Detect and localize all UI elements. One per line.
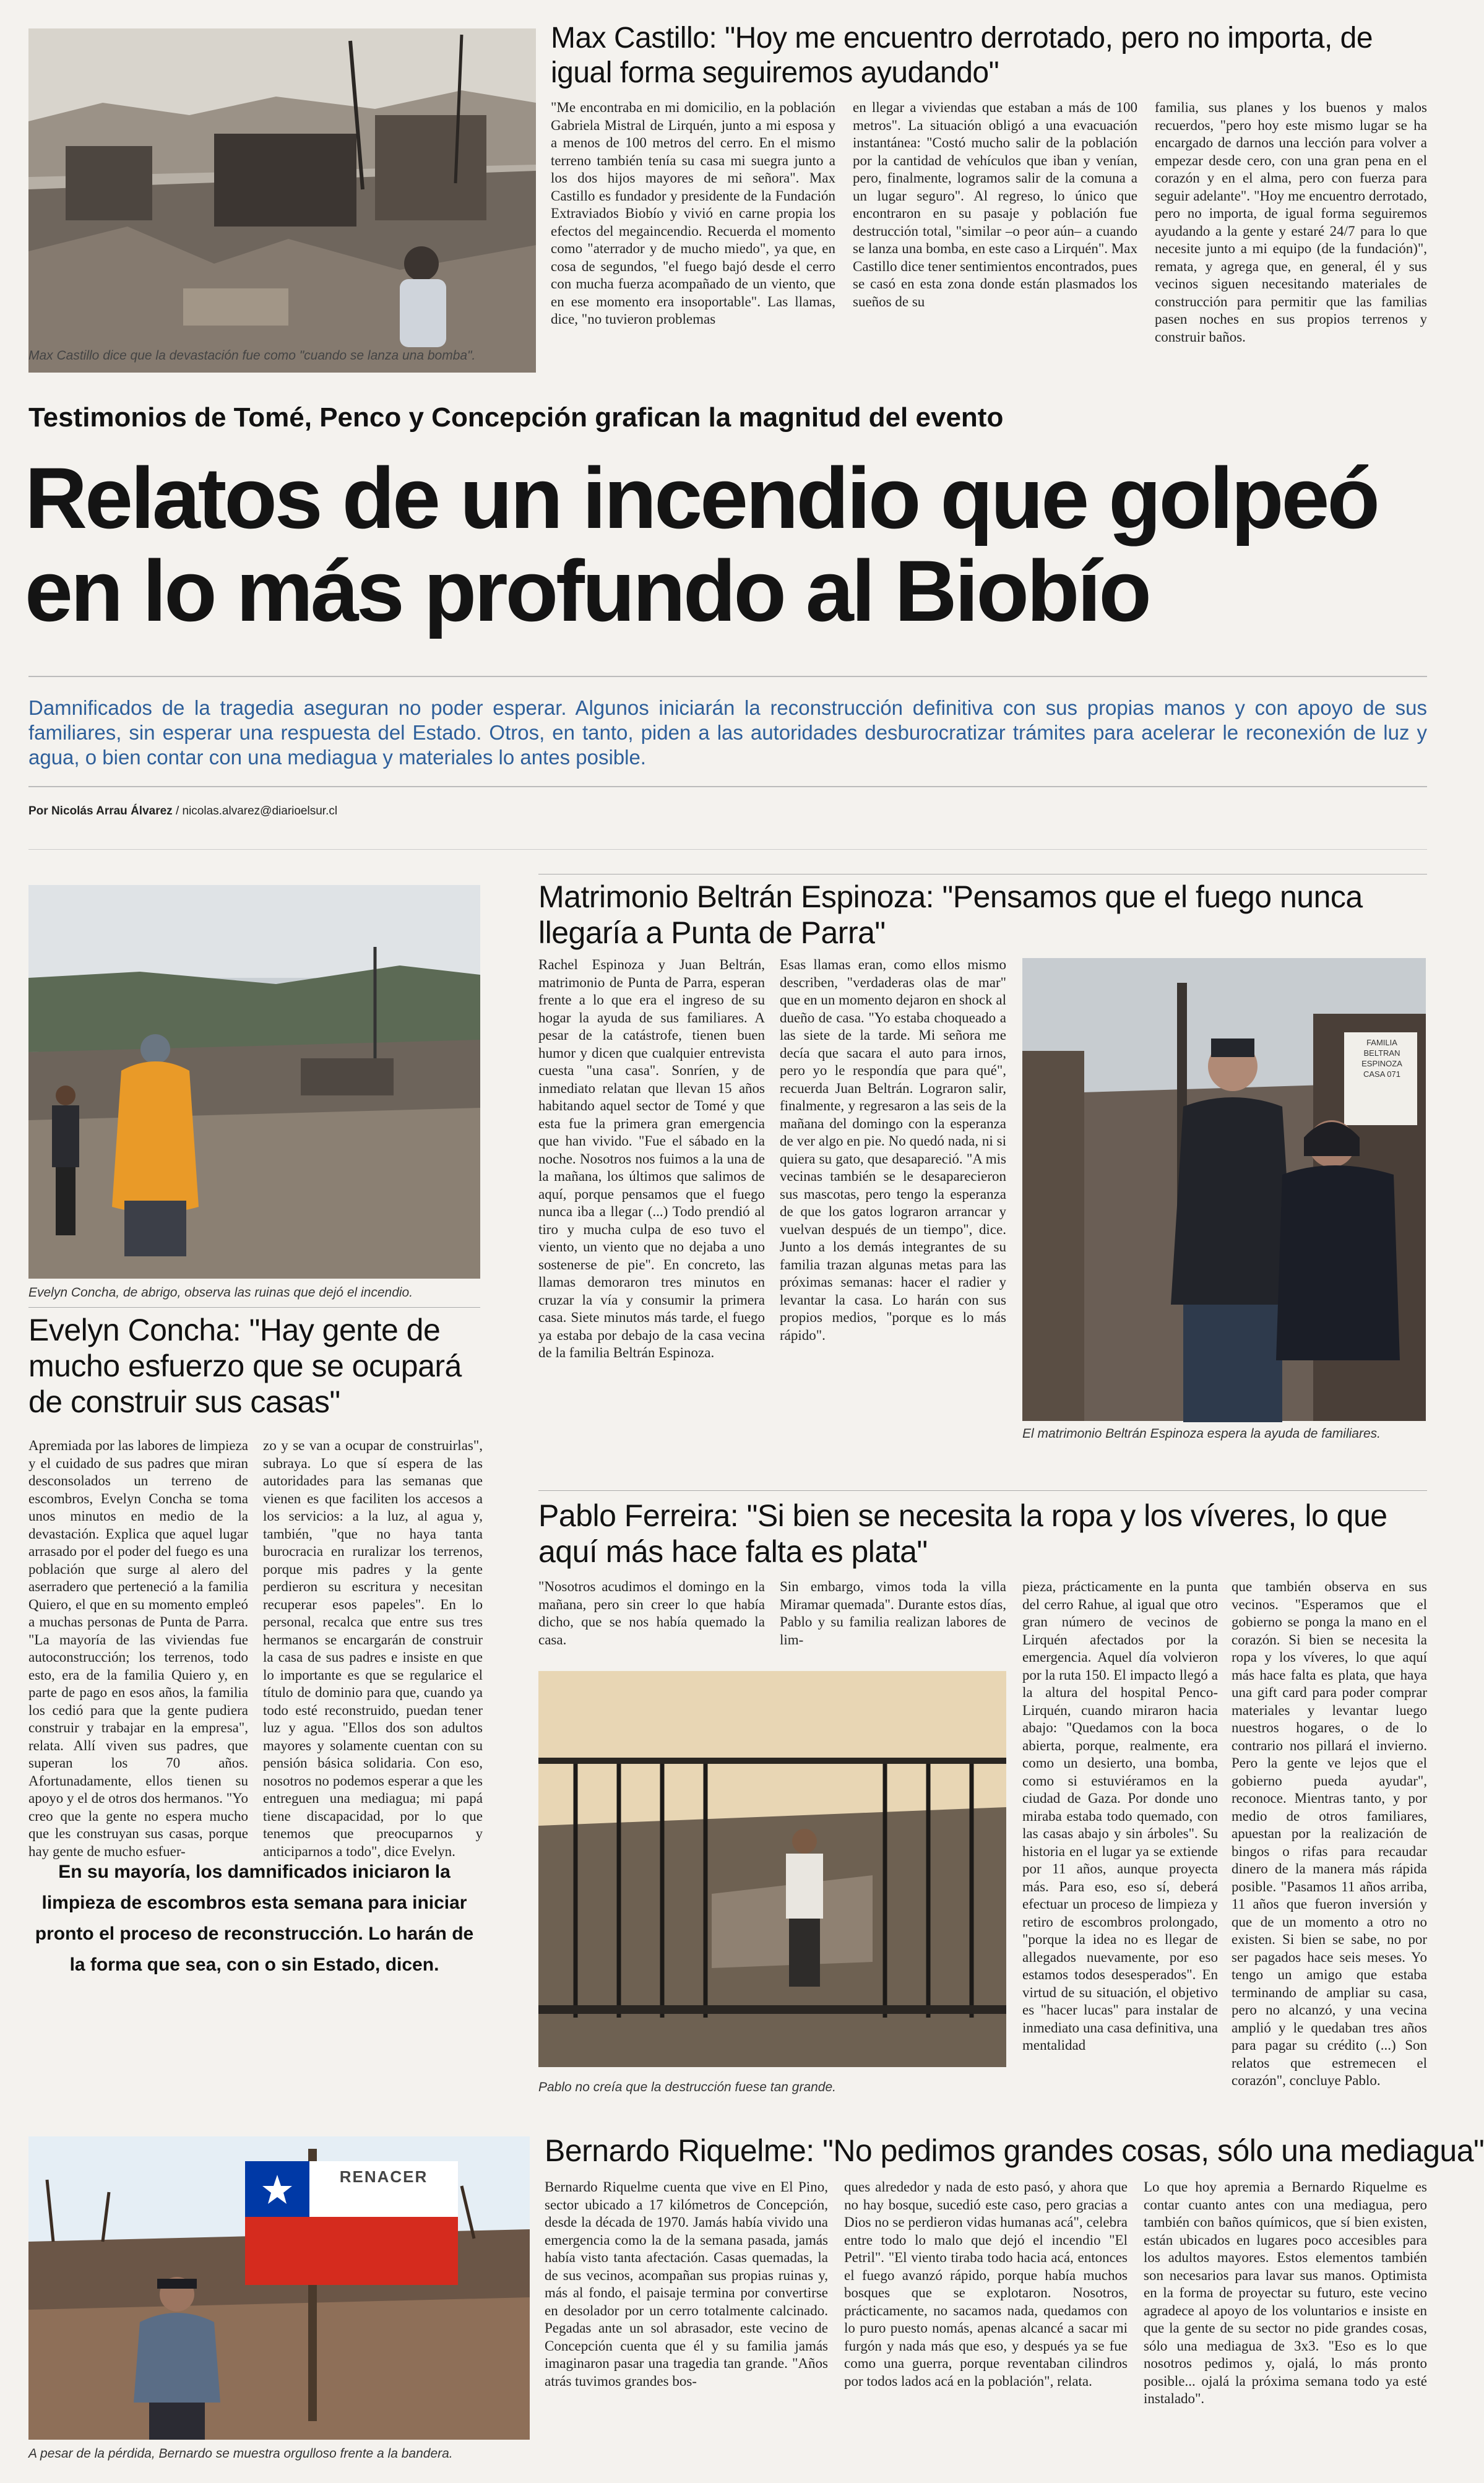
beltran-col-1: Rachel Espinoza y Juan Beltrán, matrimonio de Punta de Parra, esperan frente a lo que era el ingreso de su hogar la ayuda de sus familiares. A pesar de la catástrofe, tienen buen humor y dicen que cualquier entrevista cuesta "una casa". Sonríen, y de inmediato relatan que llevan 15 años habitando aquel sector de Tomé y que esta fue la primera gran emergencia que han vivido. "Fue el sábado en la noche. Nosotros nos fuimos a la una de la mañana, los últimos que salimos de aquí, porque pensamos que el fuego nunca iba a llegar (...) Todo prendió al tiro y mucha culpa de eso tuvo el viento, un viento que no dejaba a uno sostenerse de pie". En concreto, las llamas demoraron tres minutos en cruzar la vía y consumir la primera casa. Siete minutos más tarde, el fuego ya estaba por debajo de la casa vecina de la familia Beltrán Espinoza.	[538, 957, 765, 1360]
lead-paragraph: Damnificados de la tragedia aseguran no poder esperar. Algunos iniciarán la reconstrucción definitiva con sus propias manos y con apoyo de sus familiares, sin esperar una respuesta del Estado. Otros, en tanto, piden a las autoridades desburocratizar trámites para acelerar le reconexión de luz y agua, o bien contar con una mediagua y materiales lo antes posible.	[28, 696, 1427, 769]
max-castillo-col-3: familia, sus planes y los buenos y malos recuerdos, "pero hoy este mismo lugar se ha encargado de darnos una lección para volver a empezar desde cero, con una gran pena en el corazón y en el alma, pero con fuerza para seguir adelante". "Hoy me encuentro derrotado, pero no importa, de igual forma seguiremos ayudando a la gente y estaré 24/7 para lo que necesite junto a mi equipo (de la fundación)", remata, y agrega que, en general, él y sus vecinos siguen necesitando materiales de construcción para permitir que las familias pasen noches en sus propios terrenos y construir baños.	[1155, 100, 1427, 345]
bernardo-photo	[28, 2136, 530, 2440]
pablo-photo	[538, 1671, 1006, 2067]
bernardo-caption: A pesar de la pérdida, Bernardo se muestra orgulloso frente a la bandera.	[28, 2446, 453, 2461]
pablo-top-rule	[538, 1490, 1427, 1491]
beltran-headline: Matrimonio Beltrán Espinoza: "Pensamos que el fuego nunca llegaría a Punta de Parra"	[538, 879, 1363, 950]
pablo-caption: Pablo no creía que la destrucción fuese tan grande.	[538, 2080, 836, 2094]
evelyn-caption: Evelyn Concha, de abrigo, observa las ruinas que dejó el incendio.	[28, 1285, 413, 1300]
max-castillo-col-2: en llegar a viviendas que estaban a más de 100 metros". La situación obligó a una evacuación instantánea: "Costó mucho salir de la población por la cantidad de vehículos que iban y venían, pero, finalmente, logramos salir de la comuna a un lugar seguro". Al regreso, lo único que encontraron en su pasaje y población fue destrucción total, "similar –o peor aún– a cuando se lanza una bomba, en este caso a Lirquén". Max Castillo dice tener sentimientos encontrados, pues se casó en esta zona donde están plasmados los sueños de su	[853, 100, 1137, 309]
bernardo-col-3: Lo que hoy apremia a Bernardo Riquelme es contar cuanto antes con una mediagua, pero también con baños químicos, que sí bien existen, están ubicados en lugares poco accesibles para los adultos mayores. Estos elementos también son necesarios para lavar sus manos. Optimista en la forma de proyectar su futuro, este vecino agradece al apoyo de los voluntarios e insiste en que la gente de su sector no pide grandes cosas, sólo una mediagua de 3x3. "Eso es lo que nosotros pedimos y, ojalá, lo más pronto posible... ojalá la próxima semana todo ya esté instalado".	[1144, 2179, 1427, 2406]
pablo-col-4: que también observa en sus vecinos. "Esperamos que el gobierno se ponga la mano en el corazón. Si bien se necesita la ropa y los víveres, lo que aquí más hace falta es plata, que haya una gift card para poder comprar materiales y levantar luego nuestros hogares, o de lo contrario nos pillará el invierno. Pero la gente ve lejos que el gobierno pueda ayudar", reconoce. Mientras tanto, y por medio de otros familiares, apuestan por la realización de bingos o rifas para recaudar dinero de la manera más rápida posible. "Pasamos 11 años arriba, 11 años que fueron inversión y que de un momento a otro no existen. Si bien se sabe, no por ser pagados hace seis meses. Yo tengo un amigo que estaba terminando de ampliar su casa, pero no alcanzó, y una vecina amplió y le quedaban tres años para pagar su crédito (...) Son relatos que estremecen el corazón", concluye Pablo.	[1232, 1579, 1427, 2088]
evelyn-col-2: zo y se van a ocupar de construirlas", subraya. Lo que sí espera de las autoridades para las semanas que vienen es que faciliten los accesos a los servicios: a la luz, al agua y, también, "que no haya tanta burocracia en ruralizar los terrenos, porque mis padres y la gente perdieron su escritura y necesitan recuperar esos papeles". En lo personal, recalca que entre sus tres hermanos se encargarán de construir la casa de sus padres e insiste en que lo importante es que se regularice el título de dominio para que, cuando ya todo esté reconstruido, puedan tener luz y agua. "Ellos dos son adultos mayores y solamente cuentan con su pensión básica solidaria. Con eso, nosotros no podemos esperar a que les entreguen una mediagua; mi papá tiene discapacidad, por lo que tenemos que preocuparnos y anticiparnos a todo", dice Evelyn.	[263, 1438, 483, 1859]
evelyn-photo	[28, 885, 480, 1279]
max-castillo-col-1: "Me encontraba en mi domicilio, en la población Gabriela Mistral de Lirquén, junto a mi esposa y a menos de 100 metros del cerro. En el mismo terreno también tenía su casa mi suegra junto a los dos hijos mayores de mi señora". Max Castillo es fundador y presidente de la Fundación Extraviados Biobío y vivió en carne propia los efectos del megaincendio. Recuerda el momento como "aterrador y de mucho miedo", ya que, en cosa de segundos, "el fuego bajó desde el cerro con mucha fuerza acompañado de un viento, que en ese momento era insoportable". Las llamas, dice, "no tuvieron problemas	[551, 100, 835, 327]
title-rule	[28, 676, 1427, 677]
pablo-col-1a: "Nosotros acudimos el domingo en la mañana, pero sin creer lo que había dicho, que se nos había quemado la casa.	[538, 1579, 765, 1647]
evelyn-headline: Evelyn Concha: "Hay gente de mucho esfuerzo que se ocupará de construir sus casas"	[28, 1313, 462, 1419]
max-castillo-caption: Max Castillo dice que la devastación fue como "cuando se lanza una bomba".	[28, 348, 476, 363]
pablo-col-1b: Sin embargo, vimos toda la villa Miramar quemada". Durante estos días, Pablo y su familia realizan labores de lim-	[780, 1579, 1006, 1647]
flag-text: RENACER	[339, 2167, 428, 2186]
sign-line-1: FAMILIA	[1366, 1038, 1397, 1047]
byline-email: / nicolas.alvarez@diarioelsur.cl	[172, 805, 338, 818]
sign-line-2: BELTRAN ESPINOZA	[1361, 1048, 1402, 1068]
max-castillo-headline: Max Castillo: "Hoy me encuentro derrotado, pero no importa, de igual forma seguiremos ayudando"	[551, 22, 1373, 89]
beltran-caption: El matrimonio Beltrán Espinoza espera la ayuda de familiares.	[1022, 1427, 1381, 1441]
pablo-col-3: pieza, prácticamente en la punta del cerro Rahue, al igual que otro gran número de vecinos de Lirquén afectados por la emergencia. Aquel día volvieron por la ruta 150. El impacto llegó a la altura del hospital Penco-Lirquén, cuando miraron hacia abajo: "Quedamos con la boca abierta, porque, realmente, era como un desierto, una bomba, como si estuviéramos en la ciudad de Gaza. Por donde uno miraba estaba todo quemado, con las casas abajo y sin árboles". Su historia en el lugar ya se extiende por 11 años, aunque proyecta más. Para eso, eso sí, deberá efectuar un proceso de limpieza y retiro de escombros prolongado, "porque la idea no es llegar de allegados nuevamente, por eso estamos todos desesperados". En virtud de su situación, el objetivo es "hacer lucas" para instalar de inmediato una casa definitiva, una mentalidad	[1022, 1579, 1218, 2053]
kicker: Testimonios de Tomé, Penco y Concepción grafican la magnitud del evento	[28, 402, 1004, 433]
max-castillo-photo	[28, 28, 536, 373]
byline-author: Por Nicolás Arrau Álvarez	[28, 805, 173, 818]
main-title-line-1: Relatos de un incendio que golpeó	[25, 449, 1378, 546]
bernardo-col-2: ques alrededor y nada de esto pasó, y ahora que no hay bosque, sucedió este caso, pero gracias a Dios no se perdieron vidas humanas acá", celebra entre todo lo malo que dejó el incendio "El Petril". "El viento tiraba todo hacia acá, entonces el fuego avanzó rápido, porque había muchos bosques que se explotaron. Nosotros, prácticamente, no sacamos nada, quedamos con lo puro puesto nomás, apenas alcancé a sacar mi furgón y nada más que eso, y después ya se fue como una guerra, porque reventaban cilindros por todos lados acá en la población", relata.	[844, 2179, 1128, 2389]
beltran-sign	[1348, 1037, 1416, 1079]
byline	[28, 805, 337, 818]
lead-rule	[28, 786, 1427, 787]
bernardo-col-1: Bernardo Riquelme cuenta que vive en El Pino, sector ubicado a 17 kilómetros de Concepción, desde la década de 1970. Jamás había vivido una emergencia como la de la semana pasada, jamás había visto tanta afectación. Casas quemadas, la de sus vecinos, acompañan sus propias ruinas y, más al fondo, el paisaje termina por convertirse en desolador por un cerro totalmente calcinado. Pegadas ante un sol abrasador, este vecino de Concepción cuenta que él y su familia jamás imaginaron pasar una tragedia tan grande. "Años atrás tuvimos grandes bos-	[545, 2179, 828, 2389]
beltran-col-2: Esas llamas eran, como ellos mismo describen, "verdaderas olas de mar" que en un momento dejaron en shock al dueño de casa. "Yo estaba choqueado a las siete de la tarde. Mi señora me decía que sacara el auto para irnos, pero yo le respondía que para qué", recuerda Juan Beltrán. Lograron salir, finalmente, y regresaron a las seis de la mañana del domingo con la esperanza de ver algo en pie. No quedó nada, ni si quiera su gato, que desapareció. "A mis vecinas también se le desaparecieron sus mascotas, pero tengo la esperanza de que los gatos lograron arrancar y vuelvan después de un tiempo", dice. Junto a los demás integrantes de su familia trazan algunas metas para las próximas semanas: hacer el radier y levantar la casa. Lo harán con sus propios medios, "porque es lo más rápido".	[780, 957, 1006, 1343]
byline-rule	[28, 849, 1427, 850]
evelyn-rule	[28, 1307, 480, 1308]
beltran-photo	[1022, 958, 1426, 1421]
bernardo-headline: Bernardo Riquelme: "No pedimos grandes cosas, sólo una mediagua"	[545, 2133, 1484, 2168]
evelyn-col-1: Apremiada por las labores de limpieza y el cuidado de sus padres que miran desconsolados un terreno de escombros, Evelyn Concha se toma unos minutos en medio de la devastación. Explica que aquel lugar arrasado por el poder del fuego es una población que surge al alero del aserradero que perteneció a la familia Quiero, el que en su momento empleó a muchas personas de Punta de Parra. "La mayoría de las viviendas fue autoconstrucción; los terrenos, todo esto, era de la familia Quiero y, en parte de pago en esos años, la familia los cedió para que la gente pudiera construir y trabajar en la empresa", relata. Allí viven sus padres, que superan los 70 años. Afortunadamente, ellos tienen su apoyo y el de otros dos hermanos. "Yo creo que la gente no espera mucho que les construyan sus casas, porque hay gente de mucho esfuer-	[28, 1438, 248, 1859]
evelyn-pullquote: En su mayoría, los damnificados iniciaron la limpieza de escombros esta semana para iniciar pronto el proceso de reconstrucción. Lo harán de la forma que sea, con o sin Estado, dicen.	[35, 1862, 474, 1975]
sign-line-3: CASA 071	[1363, 1069, 1400, 1079]
pablo-headline: Pablo Ferreira: "Si bien se necesita la ropa y los víveres, lo que aquí más hace falta es plata"	[538, 1498, 1387, 1569]
main-title-line-2: en lo más profundo al Biobío	[25, 542, 1149, 639]
